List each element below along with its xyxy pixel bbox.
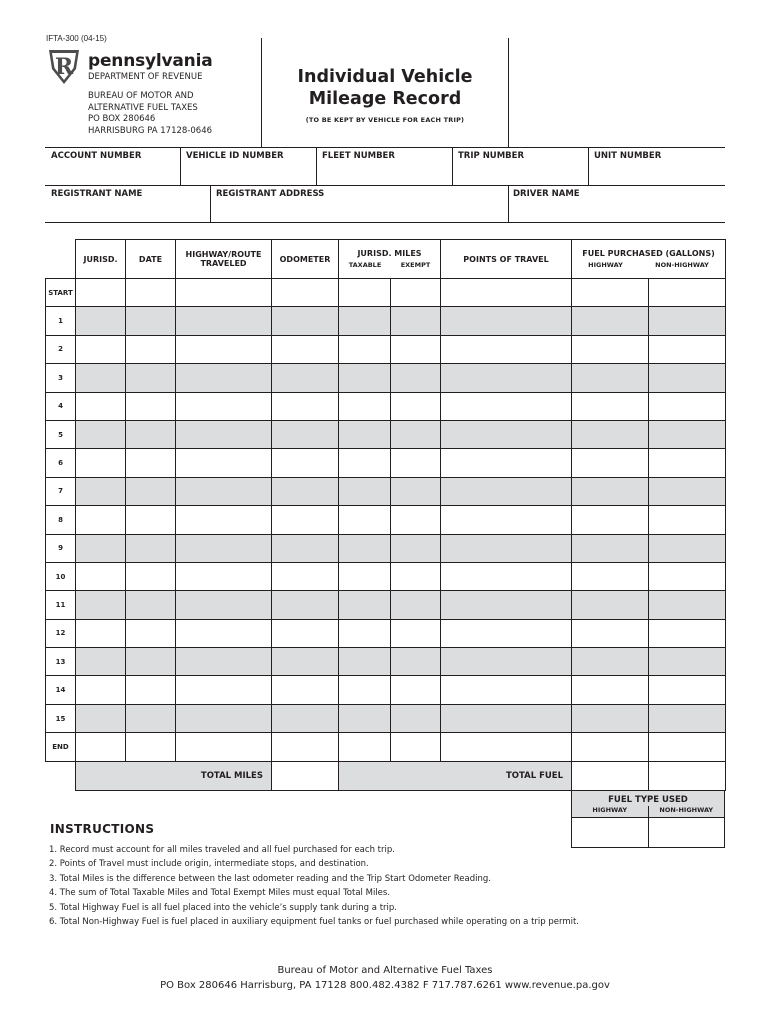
title-line: Individual Vehicle [297,67,473,87]
table-cell[interactable] [441,562,572,590]
row-label: 13 [46,648,76,676]
table-cell[interactable] [272,562,339,590]
state-name: pennsylvania [88,51,213,71]
table-cell[interactable] [441,648,572,676]
bureau-line: PO BOX 280646 [88,114,156,124]
registrant-address-field[interactable]: REGISTRANT ADDRESS [216,189,325,199]
table-cell[interactable] [441,506,572,534]
totals-spacer [46,761,76,790]
totals-row [46,761,726,790]
table-cell[interactable] [272,619,339,647]
table-cell[interactable] [126,335,176,363]
table-cell[interactable] [339,307,391,335]
table-cell[interactable] [76,704,126,732]
table-cell[interactable] [649,279,726,307]
total-fuel-label: TOTAL FUEL [339,761,572,790]
table-cell[interactable] [126,506,176,534]
table-cell[interactable] [339,591,391,619]
table-cell[interactable] [126,534,176,562]
table-cell[interactable] [76,420,126,448]
table-cell[interactable] [76,307,126,335]
bureau-address [88,91,212,137]
row-label: END [46,733,76,761]
row-label: 3 [46,364,76,392]
jurisd-header: JURISD. [76,240,126,279]
table-cell[interactable] [272,449,339,477]
field-row-top-border [45,147,725,148]
instruction-item: 2. Points of Travel must include origin, intermediate stops, and destination. [49,859,369,870]
table-cell[interactable] [441,619,572,647]
table-cell[interactable] [391,477,441,505]
taxable-header: TAXABLE [348,261,382,269]
table-cell[interactable] [339,704,391,732]
table-cell[interactable] [649,392,726,420]
bureau-line: HARRISBURG PA 17128-0646 [88,125,213,136]
table-cell[interactable] [339,676,391,704]
table-header-row [46,240,726,279]
trip-number-field[interactable]: TRIP NUMBER [458,151,524,161]
table-cell[interactable] [572,676,649,704]
table-cell[interactable] [76,676,126,704]
table-cell[interactable] [176,648,272,676]
table-cell[interactable] [391,562,441,590]
table-row [46,420,726,448]
table-cell[interactable] [441,534,572,562]
table-cell[interactable] [76,279,126,307]
table-cell[interactable] [176,477,272,505]
table-cell[interactable] [126,704,176,732]
table-cell[interactable] [272,364,339,392]
table-cell[interactable] [649,506,726,534]
table-cell[interactable] [572,619,649,647]
fuel-type-highway-label: HIGHWAY [572,806,649,818]
table-cell[interactable] [441,335,572,363]
table-cell[interactable] [176,562,272,590]
department-name: DEPARTMENT OF REVENUE [88,72,203,82]
field-divider [316,147,317,185]
table-cell[interactable] [176,676,272,704]
field-row-border [45,222,725,223]
fuel-type-non-highway-field[interactable] [648,818,725,848]
table-cell[interactable] [339,477,391,505]
table-cell[interactable] [391,307,441,335]
table-cell[interactable] [391,449,441,477]
table-cell[interactable] [339,733,391,761]
table-cell[interactable] [339,619,391,647]
row-label: 2 [46,335,76,363]
fuel-type-used-box [571,790,725,848]
table-cell[interactable] [126,392,176,420]
driver-name-field[interactable]: DRIVER NAME [513,189,580,199]
table-cell[interactable] [391,364,441,392]
table-cell[interactable] [572,279,649,307]
instruction-item: 5. Total Highway Fuel is all fuel placed into the vehicle’s supply tank during a trip. [49,902,397,913]
table-cell[interactable] [176,307,272,335]
row-label: START [46,279,76,307]
page-title [262,66,508,110]
table-cell[interactable] [126,733,176,761]
table-row [46,392,726,420]
table-cell[interactable] [391,619,441,647]
exempt-header: EXEMPT [400,261,431,269]
row-label: 9 [46,534,76,562]
total-non-highway-fuel-value[interactable] [649,761,726,790]
instructions-title: INSTRUCTIONS [50,822,155,836]
table-cell[interactable] [649,307,726,335]
header-line: HIGHWAY/ROUTE [185,250,262,259]
table-cell[interactable] [272,392,339,420]
table-cell[interactable] [649,364,726,392]
fuel-type-non-highway-label: NON-HIGHWAY [648,806,725,818]
table-cell[interactable] [572,477,649,505]
table-cell[interactable] [76,534,126,562]
field-row-border [45,185,725,186]
pennsylvania-keystone-logo [46,49,82,85]
table-cell[interactable] [572,420,649,448]
table-cell[interactable] [572,591,649,619]
table-cell[interactable] [391,648,441,676]
instruction-item: 1. Record must account for all miles traveled and all fuel purchased for each trip. [49,845,395,855]
table-cell[interactable] [126,591,176,619]
table-cell[interactable] [572,648,649,676]
table-row [46,648,726,676]
table-cell[interactable] [126,449,176,477]
table-cell[interactable] [649,477,726,505]
header-line: FUEL PURCHASED (GALLONS) [582,249,715,258]
table-cell[interactable] [76,335,126,363]
table-cell[interactable] [126,648,176,676]
table-cell[interactable] [272,733,339,761]
table-cell[interactable] [391,704,441,732]
table-cell[interactable] [126,364,176,392]
table-cell[interactable] [649,562,726,590]
table-cell[interactable] [176,420,272,448]
total-miles-value[interactable] [272,761,339,790]
table-cell[interactable] [176,534,272,562]
row-label-header [46,240,76,279]
table-cell[interactable] [441,591,572,619]
row-label: 5 [46,420,76,448]
table-row [46,307,726,335]
logo-letter: R [54,54,74,80]
table-row [46,534,726,562]
table-cell[interactable] [176,279,272,307]
table-cell[interactable] [649,534,726,562]
table-cell[interactable] [76,562,126,590]
table-cell[interactable] [176,733,272,761]
table-cell[interactable] [391,591,441,619]
instruction-item: 3. Total Miles is the difference between the last odometer reading and the Trip Start Odometer Reading. [49,873,491,884]
table-cell[interactable] [649,449,726,477]
table-cell[interactable] [272,279,339,307]
table-cell[interactable] [649,648,726,676]
account-number-field[interactable]: ACCOUNT NUMBER [51,151,142,161]
table-cell[interactable] [76,648,126,676]
table-row [46,591,726,619]
table-cell[interactable] [391,420,441,448]
table-row [46,704,726,732]
table-cell[interactable] [649,676,726,704]
row-label: 6 [46,449,76,477]
table-cell[interactable] [176,506,272,534]
table-cell[interactable] [126,562,176,590]
bureau-line: ALTERNATIVE FUEL TAXES [88,102,198,113]
table-cell[interactable] [176,704,272,732]
table-cell[interactable] [126,619,176,647]
table-row [46,733,726,761]
row-label: 1 [46,307,76,335]
title-line: Mileage Record [308,89,462,109]
date-header: DATE [126,240,176,279]
table-cell[interactable] [572,307,649,335]
field-divider [180,147,181,185]
header-line: TRAVELED [200,259,247,268]
table-cell[interactable] [126,676,176,704]
field-divider [452,147,453,185]
fuel-type-highway-field[interactable] [572,818,649,848]
footer-contact: PO Box 280646 Harrisburg, PA 17128 800.482.4382 F 717.787.6261 www.revenue.pa.gov [160,980,610,991]
table-cell[interactable] [76,364,126,392]
row-label: 4 [46,392,76,420]
row-label: 7 [46,477,76,505]
table-cell[interactable] [339,392,391,420]
header-line: JURISD. MILES [357,249,422,258]
table-cell[interactable] [649,704,726,732]
total-highway-fuel-value[interactable] [572,761,649,790]
table-cell[interactable] [441,364,572,392]
table-cell[interactable] [176,335,272,363]
row-label: 15 [46,704,76,732]
table-cell[interactable] [272,506,339,534]
form-code: IFTA-300 (04-15) [46,34,107,43]
instruction-item: 6. Total Non-Highway Fuel is fuel placed in auxiliary equipment fuel tanks or fuel purchased while operating on a trip permit. [49,917,580,928]
table-cell[interactable] [272,420,339,448]
row-label: 11 [46,591,76,619]
table-cell[interactable] [339,420,391,448]
table-cell[interactable] [126,279,176,307]
table-row [46,364,726,392]
table-cell[interactable] [76,392,126,420]
table-cell[interactable] [441,307,572,335]
table-cell[interactable] [339,364,391,392]
table-row [46,477,726,505]
table-cell[interactable] [272,591,339,619]
row-label: 10 [46,562,76,590]
field-divider [210,185,211,223]
points-of-travel-header: POINTS OF TRAVEL [441,240,572,279]
footer-bureau: Bureau of Motor and Alternative Fuel Taxes [277,965,493,976]
odometer-header: ODOMETER [272,240,339,279]
table-cell[interactable] [649,335,726,363]
table-cell[interactable] [176,449,272,477]
table-cell[interactable] [391,534,441,562]
table-row [46,335,726,363]
table-cell[interactable] [441,704,572,732]
table-row [46,506,726,534]
highway-header: HIGHWAY [588,261,623,269]
table-cell[interactable] [441,279,572,307]
table-row [46,279,726,307]
table-cell[interactable] [391,392,441,420]
field-divider [588,147,589,185]
table-cell[interactable] [176,619,272,647]
table-cell[interactable] [339,335,391,363]
table-cell[interactable] [649,619,726,647]
table-cell[interactable] [126,477,176,505]
table-cell[interactable] [649,591,726,619]
table-cell[interactable] [272,676,339,704]
table-row [46,619,726,647]
table-cell[interactable] [391,733,441,761]
table-cell[interactable] [441,477,572,505]
table-cell[interactable] [441,733,572,761]
table-cell[interactable] [572,704,649,732]
instruction-item: 4. The sum of Total Taxable Miles and Total Exempt Miles must equal Total Miles. [49,888,391,899]
fleet-number-field[interactable]: FLEET NUMBER [322,151,395,161]
table-cell[interactable] [649,733,726,761]
table-cell[interactable] [572,335,649,363]
table-cell[interactable] [441,420,572,448]
row-label: 12 [46,619,76,647]
table-cell[interactable] [76,449,126,477]
header-divider [508,38,509,147]
table-cell[interactable] [272,534,339,562]
table-cell[interactable] [441,449,572,477]
instructions-list [49,843,579,929]
table-cell[interactable] [339,534,391,562]
table-cell[interactable] [272,648,339,676]
table-cell[interactable] [339,562,391,590]
page-subtitle: (TO BE KEPT BY VEHICLE FOR EACH TRIP) [305,116,465,124]
total-miles-label: TOTAL MILES [76,761,272,790]
table-cell[interactable] [572,364,649,392]
table-cell[interactable] [391,279,441,307]
field-divider [508,185,509,223]
table-row [46,562,726,590]
table-cell[interactable] [126,420,176,448]
table-cell[interactable] [339,279,391,307]
row-label: 8 [46,506,76,534]
table-cell[interactable] [272,477,339,505]
table-cell[interactable] [126,307,176,335]
registrant-name-field[interactable]: REGISTRANT NAME [51,189,143,199]
table-cell[interactable] [441,676,572,704]
table-cell[interactable] [572,562,649,590]
table-cell[interactable] [176,591,272,619]
table-cell[interactable] [339,506,391,534]
table-cell[interactable] [572,392,649,420]
highway-route-header [176,240,272,279]
row-label: 14 [46,676,76,704]
table-cell[interactable] [176,364,272,392]
table-cell[interactable] [272,307,339,335]
table-cell[interactable] [76,506,126,534]
table-cell[interactable] [572,733,649,761]
table-row [46,449,726,477]
table-cell[interactable] [339,648,391,676]
table-row [46,676,726,704]
mileage-log-table [45,239,726,791]
table-cell[interactable] [272,335,339,363]
table-cell[interactable] [649,420,726,448]
jurisd-miles-header [339,240,441,279]
table-cell[interactable] [176,392,272,420]
table-cell[interactable] [572,506,649,534]
bureau-line: BUREAU OF MOTOR AND [88,91,194,101]
table-cell[interactable] [339,449,391,477]
table-cell[interactable] [391,676,441,704]
non-highway-header: NON-HIGHWAY [655,261,709,269]
fuel-purchased-header [572,240,726,279]
table-cell[interactable] [441,392,572,420]
table-cell[interactable] [272,704,339,732]
vehicle-id-number-field[interactable]: VEHICLE ID NUMBER [186,151,284,161]
table-cell[interactable] [572,534,649,562]
table-cell[interactable] [572,449,649,477]
table-cell[interactable] [76,733,126,761]
table-cell[interactable] [391,506,441,534]
table-cell[interactable] [76,591,126,619]
table-cell[interactable] [76,619,126,647]
table-cell[interactable] [76,477,126,505]
table-cell[interactable] [391,335,441,363]
unit-number-field[interactable]: UNIT NUMBER [594,151,662,161]
fuel-type-title: FUEL TYPE USED [572,791,725,806]
